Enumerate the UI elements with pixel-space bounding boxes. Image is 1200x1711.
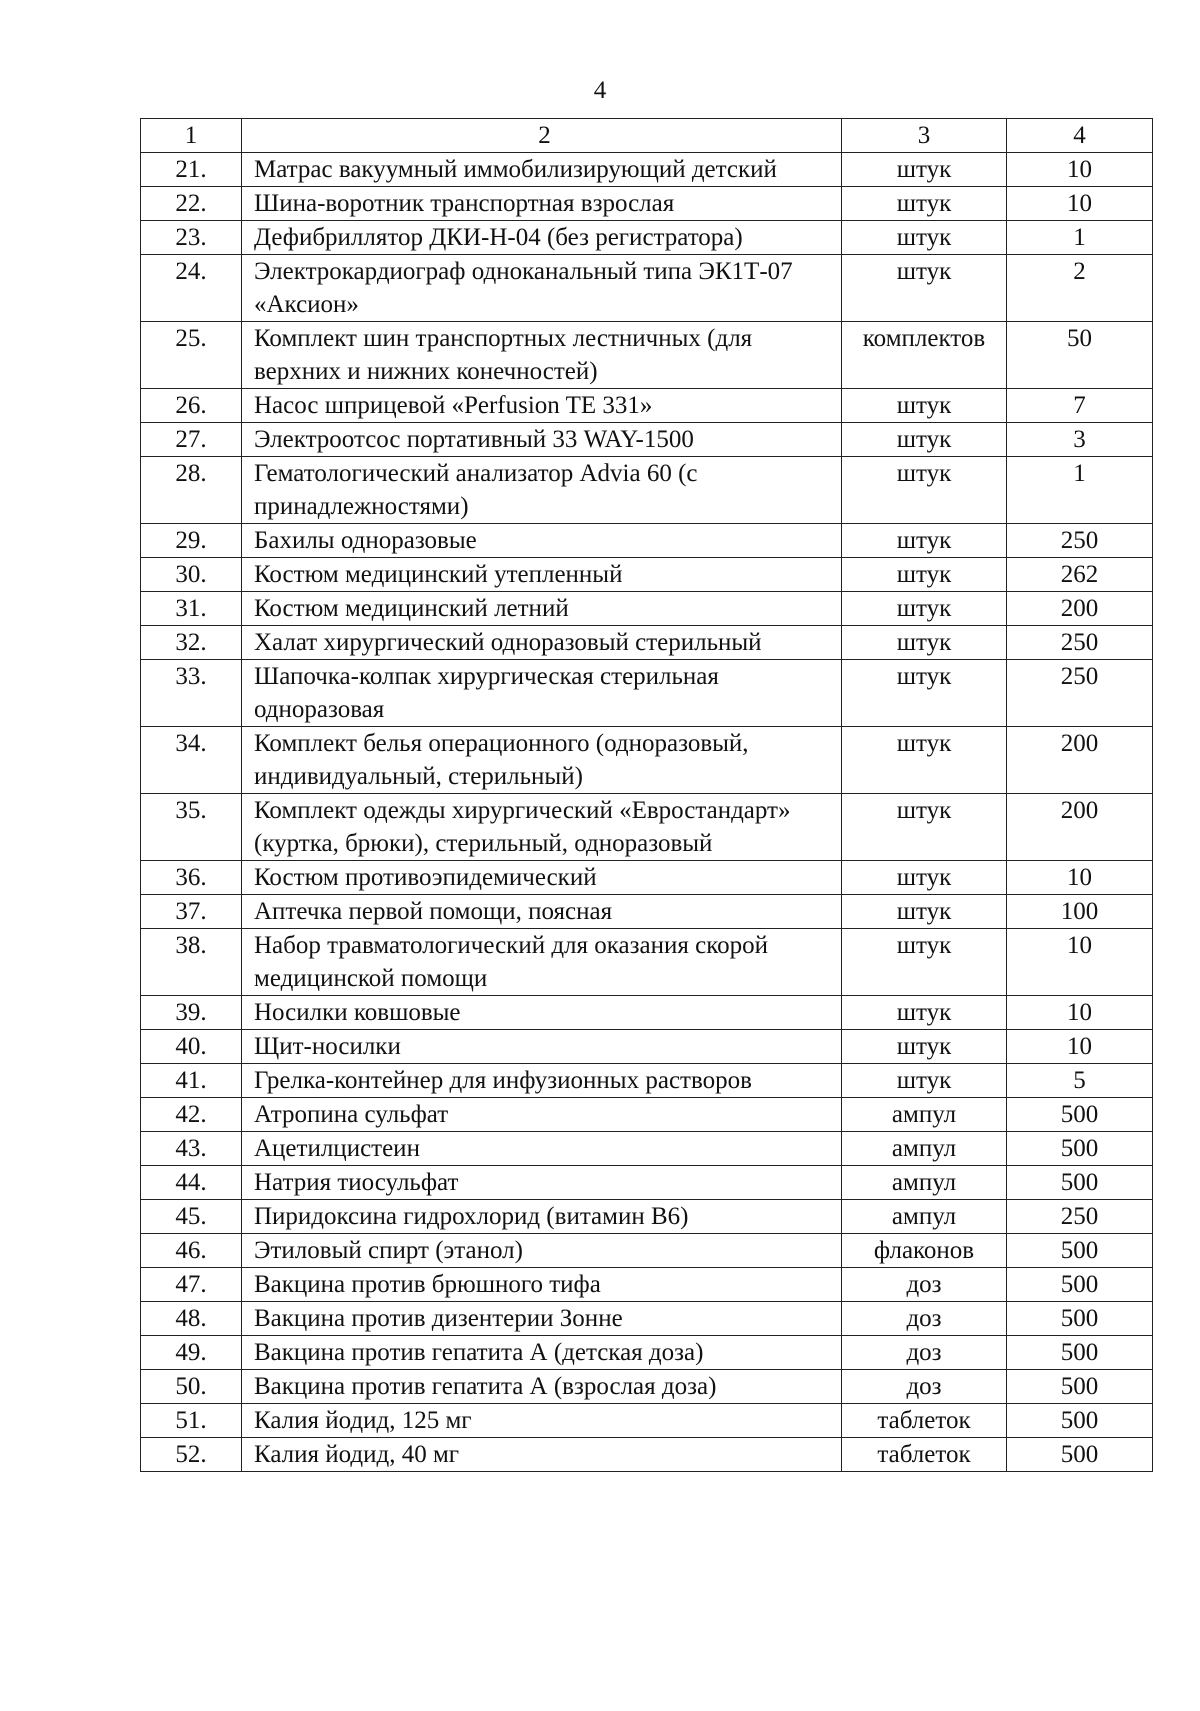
column-header-4: 4 — [1007, 119, 1153, 153]
quantity: 200 — [1007, 727, 1153, 794]
unit-of-measure: штук — [842, 255, 1007, 322]
row-number: 37. — [141, 895, 242, 929]
row-number: 51. — [141, 1404, 242, 1438]
row-number: 49. — [141, 1336, 242, 1370]
row-number: 23. — [141, 221, 242, 255]
item-name: Атропина сульфат — [242, 1098, 842, 1132]
item-name: Аптечка первой помощи, поясная — [242, 895, 842, 929]
quantity: 500 — [1007, 1268, 1153, 1302]
unit-of-measure: штук — [842, 1030, 1007, 1064]
row-number: 34. — [141, 727, 242, 794]
row-number: 46. — [141, 1234, 242, 1268]
quantity: 100 — [1007, 895, 1153, 929]
quantity: 50 — [1007, 322, 1153, 389]
unit-of-measure: штук — [842, 423, 1007, 457]
quantity: 500 — [1007, 1302, 1153, 1336]
item-name: Этиловый спирт (этанол) — [242, 1234, 842, 1268]
item-name: Комплект одежды хирургический «Евростандарт» (куртка, брюки), стерильный, одноразовый — [242, 794, 842, 861]
table-row — [141, 524, 1153, 558]
table-row — [141, 1370, 1153, 1404]
item-name: Костюм медицинский летний — [242, 592, 842, 626]
quantity: 10 — [1007, 153, 1153, 187]
row-number: 30. — [141, 558, 242, 592]
row-number: 39. — [141, 996, 242, 1030]
table-row — [141, 1234, 1153, 1268]
quantity: 250 — [1007, 626, 1153, 660]
table-row — [141, 221, 1153, 255]
item-name: Грелка-контейнер для инфузионных растворов — [242, 1064, 842, 1098]
row-number: 44. — [141, 1166, 242, 1200]
unit-of-measure: штук — [842, 861, 1007, 895]
quantity: 262 — [1007, 558, 1153, 592]
item-name: Носилки ковшовые — [242, 996, 842, 1030]
item-name: Костюм медицинский утепленный — [242, 558, 842, 592]
quantity: 10 — [1007, 996, 1153, 1030]
item-name: Комплект шин транспортных лестничных (для верхних и нижних конечностей) — [242, 322, 842, 389]
quantity: 250 — [1007, 660, 1153, 727]
row-number: 38. — [141, 929, 242, 996]
quantity: 1 — [1007, 221, 1153, 255]
row-number: 26. — [141, 389, 242, 423]
table-row — [141, 322, 1153, 389]
row-number: 35. — [141, 794, 242, 861]
quantity: 500 — [1007, 1438, 1153, 1472]
item-name: Шапочка-колпак хирургическая стерильная одноразовая — [242, 660, 842, 727]
table-row — [141, 1064, 1153, 1098]
quantity: 500 — [1007, 1404, 1153, 1438]
quantity: 10 — [1007, 187, 1153, 221]
item-name: Дефибриллятор ДКИ-Н-04 (без регистратора) — [242, 221, 842, 255]
item-name: Электрокардиограф одноканальный типа ЭК1Т-07 «Аксион» — [242, 255, 842, 322]
unit-of-measure: доз — [842, 1336, 1007, 1370]
item-name: Вакцина против дизентерии Зонне — [242, 1302, 842, 1336]
unit-of-measure: ампул — [842, 1132, 1007, 1166]
table-row — [141, 626, 1153, 660]
row-number: 42. — [141, 1098, 242, 1132]
table-row — [141, 929, 1153, 996]
table-row — [141, 558, 1153, 592]
row-number: 43. — [141, 1132, 242, 1166]
row-number: 22. — [141, 187, 242, 221]
table-row — [141, 895, 1153, 929]
column-header-3: 3 — [842, 119, 1007, 153]
unit-of-measure: флаконов — [842, 1234, 1007, 1268]
unit-of-measure: штук — [842, 626, 1007, 660]
row-number: 24. — [141, 255, 242, 322]
row-number: 25. — [141, 322, 242, 389]
item-name: Гематологический анализатор Advia 60 (с принадлежностями) — [242, 457, 842, 524]
table-row — [141, 255, 1153, 322]
table-row — [141, 1030, 1153, 1064]
row-number: 41. — [141, 1064, 242, 1098]
table-row — [141, 1132, 1153, 1166]
item-name: Бахилы одноразовые — [242, 524, 842, 558]
quantity: 500 — [1007, 1132, 1153, 1166]
item-name: Комплект белья операционного (одноразовый, индивидуальный, стерильный) — [242, 727, 842, 794]
item-name: Костюм противоэпидемический — [242, 861, 842, 895]
item-name: Калия йодид, 125 мг — [242, 1404, 842, 1438]
unit-of-measure: штук — [842, 524, 1007, 558]
unit-of-measure: штук — [842, 996, 1007, 1030]
quantity: 500 — [1007, 1336, 1153, 1370]
items-table — [140, 118, 1153, 1472]
row-number: 33. — [141, 660, 242, 727]
quantity: 250 — [1007, 524, 1153, 558]
column-header-1: 1 — [141, 119, 242, 153]
table-header-row — [141, 119, 1153, 153]
quantity: 1 — [1007, 457, 1153, 524]
row-number: 36. — [141, 861, 242, 895]
item-name: Матрас вакуумный иммобилизирующий детский — [242, 153, 842, 187]
unit-of-measure: штук — [842, 558, 1007, 592]
page-number: 4 — [593, 77, 607, 104]
row-number: 31. — [141, 592, 242, 626]
item-name: Вакцина против гепатита А (взрослая доза) — [242, 1370, 842, 1404]
unit-of-measure: ампул — [842, 1200, 1007, 1234]
table-row — [141, 389, 1153, 423]
unit-of-measure: штук — [842, 929, 1007, 996]
row-number: 48. — [141, 1302, 242, 1336]
unit-of-measure: ампул — [842, 1166, 1007, 1200]
unit-of-measure: штук — [842, 895, 1007, 929]
unit-of-measure: таблеток — [842, 1438, 1007, 1472]
row-number: 29. — [141, 524, 242, 558]
quantity: 500 — [1007, 1234, 1153, 1268]
table-row — [141, 457, 1153, 524]
table-row — [141, 1438, 1153, 1472]
quantity: 5 — [1007, 1064, 1153, 1098]
item-name: Вакцина против гепатита А (детская доза) — [242, 1336, 842, 1370]
row-number: 21. — [141, 153, 242, 187]
table-row — [141, 1166, 1153, 1200]
quantity: 250 — [1007, 1200, 1153, 1234]
quantity: 500 — [1007, 1370, 1153, 1404]
table-row — [141, 794, 1153, 861]
item-name: Электроотсос портативный 33 WAY-1500 — [242, 423, 842, 457]
table-row — [141, 1098, 1153, 1132]
table-body — [141, 119, 1153, 1472]
item-name: Калия йодид, 40 мг — [242, 1438, 842, 1472]
row-number: 27. — [141, 423, 242, 457]
table-row — [141, 1302, 1153, 1336]
unit-of-measure: доз — [842, 1268, 1007, 1302]
quantity: 7 — [1007, 389, 1153, 423]
table-row — [141, 996, 1153, 1030]
table-row — [141, 861, 1153, 895]
row-number: 45. — [141, 1200, 242, 1234]
row-number: 50. — [141, 1370, 242, 1404]
item-name: Набор травматологический для оказания скорой медицинской помощи — [242, 929, 842, 996]
unit-of-measure: штук — [842, 592, 1007, 626]
unit-of-measure: доз — [842, 1302, 1007, 1336]
quantity: 2 — [1007, 255, 1153, 322]
table-row — [141, 187, 1153, 221]
row-number: 28. — [141, 457, 242, 524]
unit-of-measure: штук — [842, 187, 1007, 221]
row-number: 52. — [141, 1438, 242, 1472]
quantity: 500 — [1007, 1166, 1153, 1200]
item-name: Вакцина против брюшного тифа — [242, 1268, 842, 1302]
row-number: 32. — [141, 626, 242, 660]
table-row — [141, 660, 1153, 727]
item-name: Натрия тиосульфат — [242, 1166, 842, 1200]
unit-of-measure: штук — [842, 221, 1007, 255]
table-row — [141, 1268, 1153, 1302]
row-number: 40. — [141, 1030, 242, 1064]
unit-of-measure: таблеток — [842, 1404, 1007, 1438]
item-name: Щит-носилки — [242, 1030, 842, 1064]
unit-of-measure: доз — [842, 1370, 1007, 1404]
column-header-2: 2 — [242, 119, 842, 153]
unit-of-measure: штук — [842, 1064, 1007, 1098]
unit-of-measure: комплектов — [842, 322, 1007, 389]
unit-of-measure: штук — [842, 153, 1007, 187]
item-name: Шина-воротник транспортная взрослая — [242, 187, 842, 221]
unit-of-measure: ампул — [842, 1098, 1007, 1132]
unit-of-measure: штук — [842, 794, 1007, 861]
table-row — [141, 592, 1153, 626]
item-name: Насос шприцевой «Perfusion TE 331» — [242, 389, 842, 423]
table-row — [141, 423, 1153, 457]
unit-of-measure: штук — [842, 727, 1007, 794]
table-row — [141, 153, 1153, 187]
item-name: Халат хирургический одноразовый стерильный — [242, 626, 842, 660]
item-name: Пиридоксина гидрохлорид (витамин В6) — [242, 1200, 842, 1234]
table-row — [141, 1200, 1153, 1234]
unit-of-measure: штук — [842, 389, 1007, 423]
quantity: 3 — [1007, 423, 1153, 457]
item-name: Ацетилцистеин — [242, 1132, 842, 1166]
table-row — [141, 1336, 1153, 1370]
row-number: 47. — [141, 1268, 242, 1302]
quantity: 200 — [1007, 592, 1153, 626]
quantity: 10 — [1007, 929, 1153, 996]
quantity: 200 — [1007, 794, 1153, 861]
quantity: 500 — [1007, 1098, 1153, 1132]
quantity: 10 — [1007, 861, 1153, 895]
unit-of-measure: штук — [842, 457, 1007, 524]
unit-of-measure: штук — [842, 660, 1007, 727]
table-row — [141, 1404, 1153, 1438]
quantity: 10 — [1007, 1030, 1153, 1064]
table-row — [141, 727, 1153, 794]
